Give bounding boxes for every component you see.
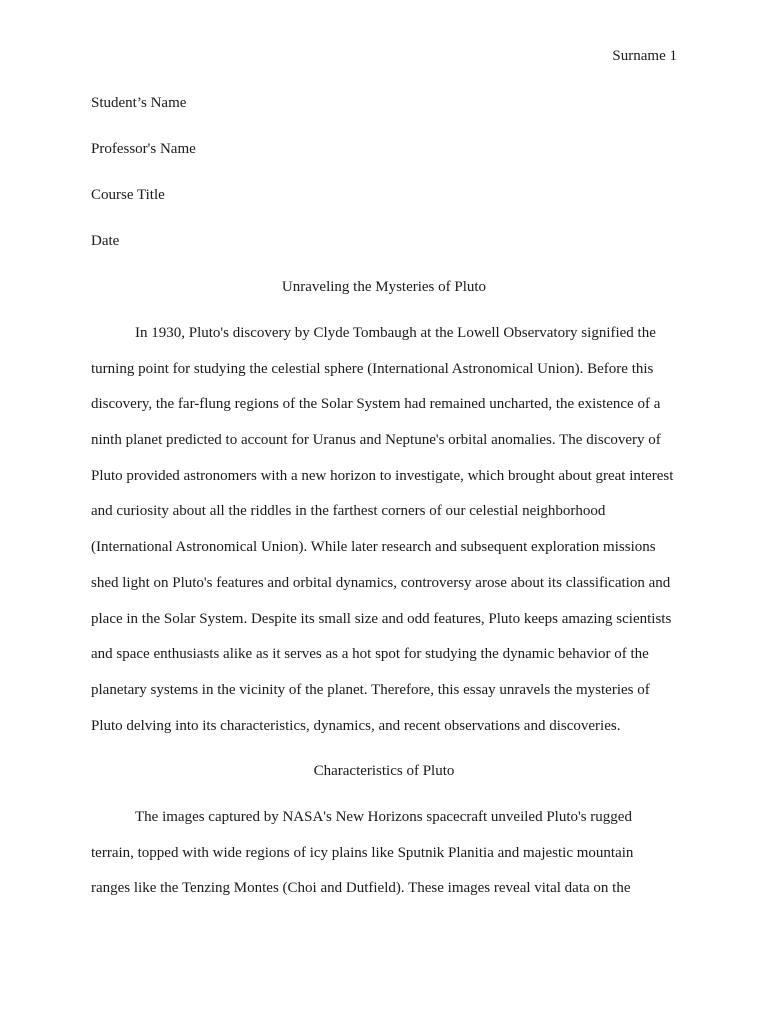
section-paragraph	[91, 807, 691, 914]
paragraph-line: Pluto delving into its characteristics, dynamics, and recent observations and discoveries.	[91, 717, 621, 734]
professor-name: Professor's Name	[91, 141, 196, 157]
paragraph-line: shed light on Pluto's features and orbital dynamics, controversy arose about its classification and	[91, 574, 671, 591]
paragraph-line: and curiosity about all the riddles in the farthest corners of our celestial neighborhood	[91, 503, 606, 520]
course-title: Course Title	[91, 187, 165, 203]
page-header: Surname 1	[612, 48, 677, 64]
paragraph-line: ranges like the Tenzing Montes (Choi and Dutfield). These images reveal vital data on the	[91, 880, 631, 897]
intro-paragraph	[91, 323, 691, 751]
paragraph-line: (International Astronomical Union). While later research and subsequent exploration missions	[91, 539, 656, 556]
paragraph-line: Pluto provided astronomers with a new horizon to investigate, which brought about great interest	[91, 467, 674, 484]
paragraph-line: terrain, topped with wide regions of icy plains like Sputnik Planitia and majestic mountain	[91, 844, 634, 861]
essay-title: Unraveling the Mysteries of Pluto	[281, 279, 487, 295]
paragraph-line: place in the Solar System. Despite its small size and odd features, Pluto keeps amazing scientists	[91, 610, 672, 627]
section-heading: Characteristics of Pluto	[313, 763, 455, 779]
paragraph-line: planetary systems in the vicinity of the planet. Therefore, this essay unravels the mysteries of	[91, 681, 650, 698]
paragraph-line: In 1930, Pluto's discovery by Clyde Tombaugh at the Lowell Observatory signified the	[135, 325, 656, 341]
paragraph-line: turning point for studying the celestial sphere (International Astronomical Union). Before this	[91, 360, 654, 377]
student-name: Student’s Name	[91, 95, 187, 111]
date-line: Date	[91, 233, 120, 249]
paragraph-line: The images captured by NASA's New Horizons spacecraft unveiled Pluto's rugged	[135, 809, 632, 825]
paragraph-line: ninth planet predicted to account for Uranus and Neptune's orbital anomalies. The discovery of	[91, 432, 661, 449]
paragraph-line: and space enthusiasts alike as it serves as a hot spot for studying the dynamic behavior of the	[91, 646, 649, 663]
paragraph-line: discovery, the far-flung regions of the Solar System had remained uncharted, the existence of a	[91, 396, 661, 413]
